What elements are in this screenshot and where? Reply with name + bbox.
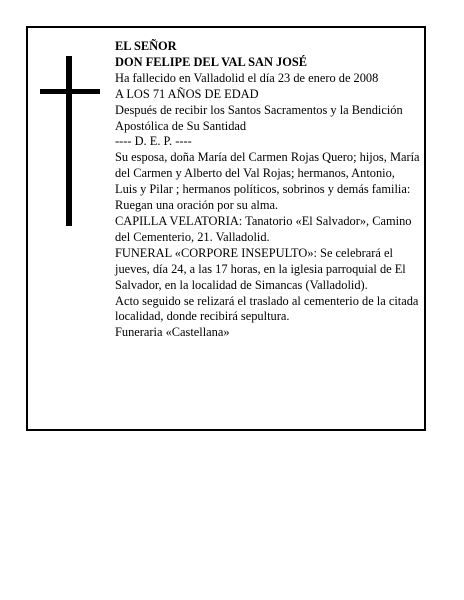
prayer-request: Ruegan una oración por su alma. xyxy=(115,198,279,213)
funeral-info: FUNERAL «CORPORE INSEPULTO»: Se celebrará el jueves, día 24, a las 17 horas, en la iglesia parroquial de El Salvador, en la localidad de Simancas (Valladolid). xyxy=(115,245,406,292)
notice-text xyxy=(115,39,420,341)
deceased-name: DON FELIPE DEL VAL SAN JOSÉ xyxy=(115,54,307,69)
funeral-home: Funeraria «Castellana» xyxy=(115,325,230,340)
sacraments-statement: Después de recibir los Santos Sacramentos y la Bendición Apostólica de Su Santidad xyxy=(115,102,403,133)
family-statement: Su esposa, doña María del Carmen Rojas Quero; hijos, María del Carmen y Alberto del Val Rojas; hermanos, Antonio, Luis y Pilar ; hermanos políticos, sobrinos y demás familia: xyxy=(115,150,420,197)
age-statement: A LOS 71 AÑOS DE EDAD xyxy=(115,86,259,101)
death-statement: Ha fallecido en Valladolid el día 23 de enero de 2008 xyxy=(115,70,379,85)
notice-heading: EL SEÑOR xyxy=(115,39,177,53)
cross-icon xyxy=(40,56,100,226)
rip-line: ---- D. E. P. ---- xyxy=(115,134,192,149)
burial-info: Acto seguido se relizará el traslado al cementerio de la citada localidad, donde recibirá sepultura. xyxy=(115,293,419,324)
chapel-info: CAPILLA VELATORIA: Tanatorio «El Salvador», Camino del Cementerio, 21. Valladolid. xyxy=(115,213,412,244)
obituary-notice xyxy=(26,26,426,431)
cross-vertical-bar xyxy=(66,56,72,226)
cross-horizontal-bar xyxy=(40,89,100,94)
